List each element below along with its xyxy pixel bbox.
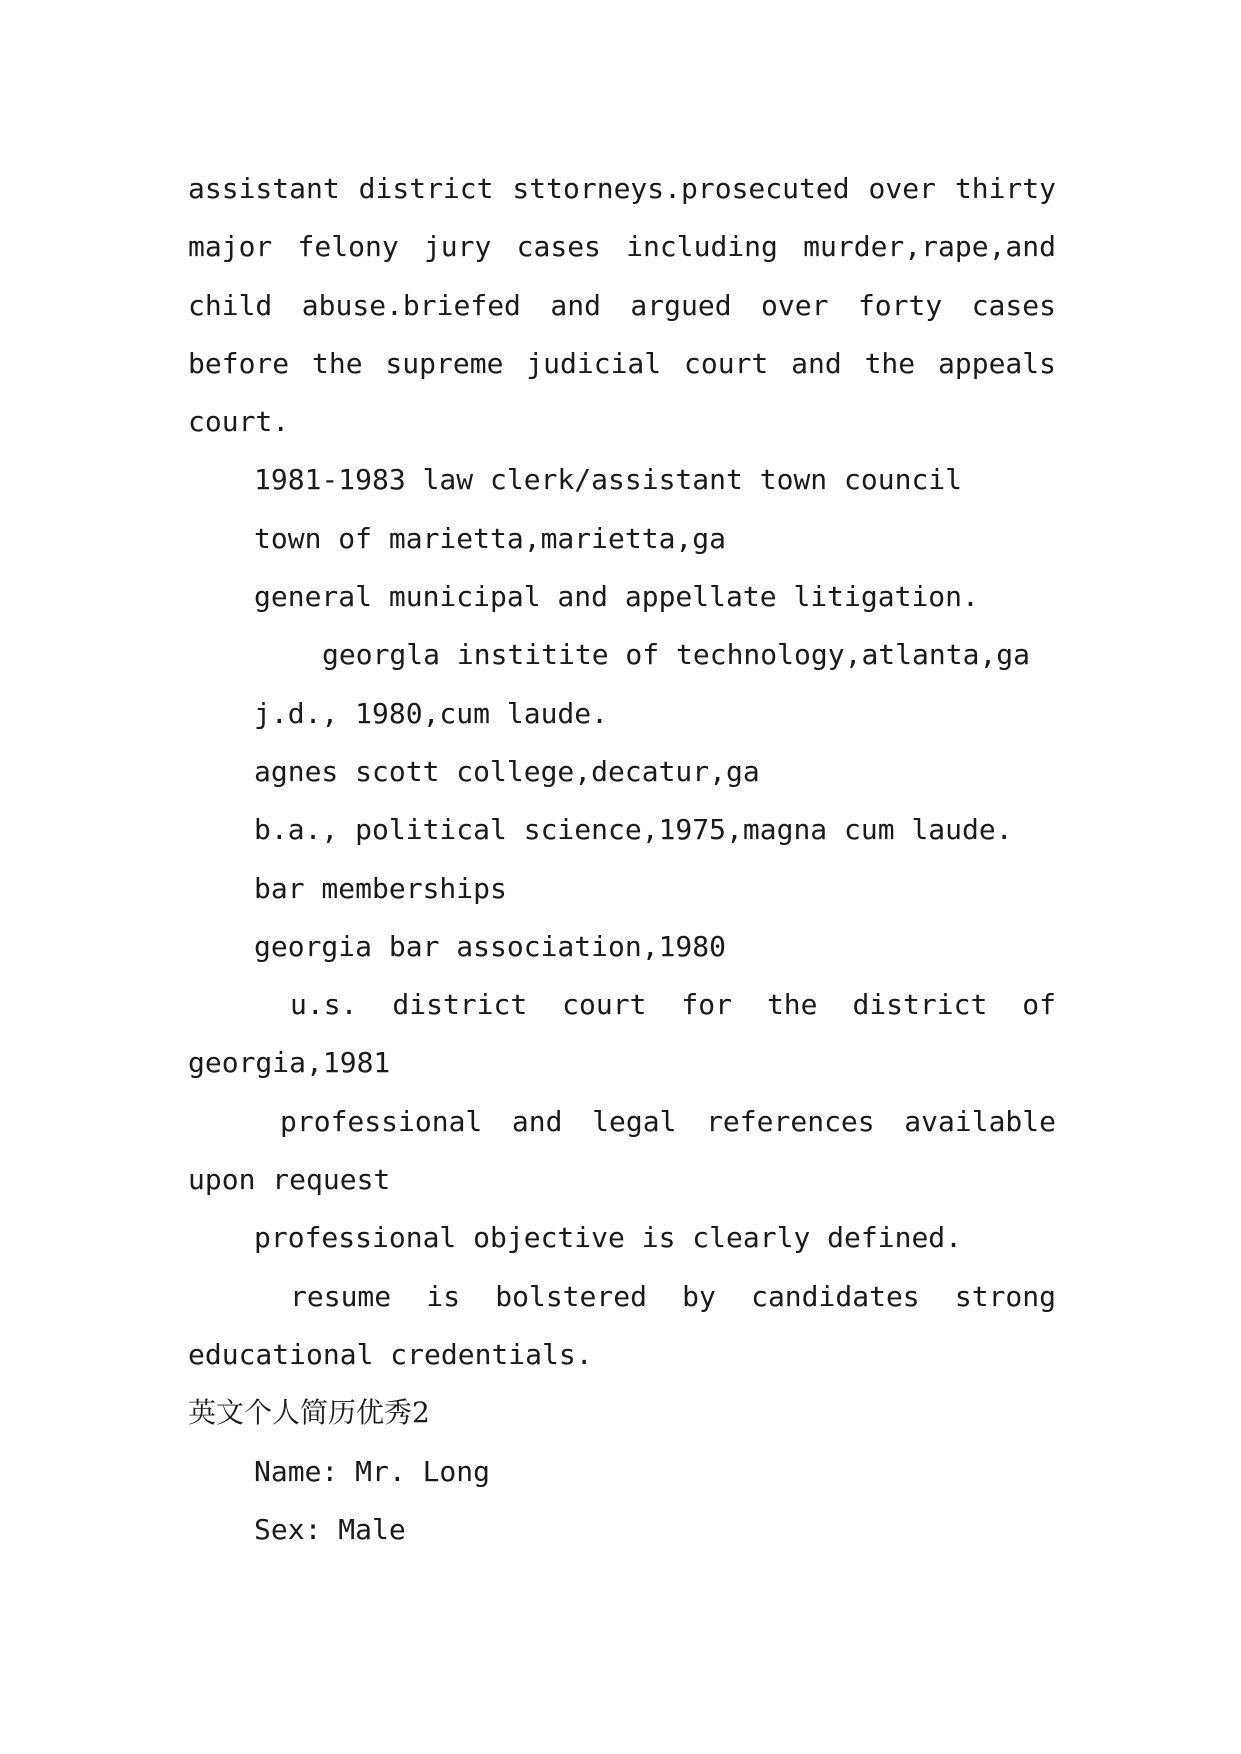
text-line: educational credentials. — [188, 1337, 593, 1371]
text-line: bar memberships — [254, 871, 507, 905]
text-line: georgla institite of technology,atlanta,ga — [322, 638, 1031, 672]
text-line: resume is bolstered by candidates strong — [290, 1279, 1056, 1313]
text-line: assistant district sttorneys.prosecuted over thirty — [188, 172, 1056, 205]
text-line: town of marietta,marietta,ga — [254, 521, 727, 555]
text-line: major felony jury cases including murder,rape,and — [188, 230, 1056, 264]
text-line: Name: Mr. Long — [254, 1454, 491, 1488]
text-line: Sex: Male — [254, 1512, 406, 1546]
text-line: before the supreme judicial court and the appeals — [188, 346, 1056, 380]
text-line: general municipal and appellate litigation. — [254, 580, 979, 614]
text-line: georgia bar association,1980 — [254, 929, 727, 963]
text-line: b.a., political science,1975,magna cum laude. — [254, 813, 1013, 847]
text-line: child abuse.briefed and argued over forty cases — [188, 288, 1056, 322]
text-line: u.s. district court for the district of — [290, 988, 1056, 1022]
text-line: 1981-1983 law clerk/assistant town council — [254, 463, 963, 497]
text-line: professional objective is clearly defined. — [254, 1221, 963, 1255]
document-body — [188, 160, 1056, 1559]
text-line: georgia,1981 — [188, 1046, 391, 1080]
text-line: upon request — [188, 1163, 391, 1197]
text-line: agnes scott college,decatur,ga — [254, 754, 760, 788]
text-line: court. — [188, 405, 290, 439]
text-line: j.d., 1980,cum laude. — [254, 696, 609, 730]
section-heading: 英文个人简历优秀2 — [188, 1396, 430, 1430]
text-line: professional and legal references available — [280, 1104, 1056, 1138]
